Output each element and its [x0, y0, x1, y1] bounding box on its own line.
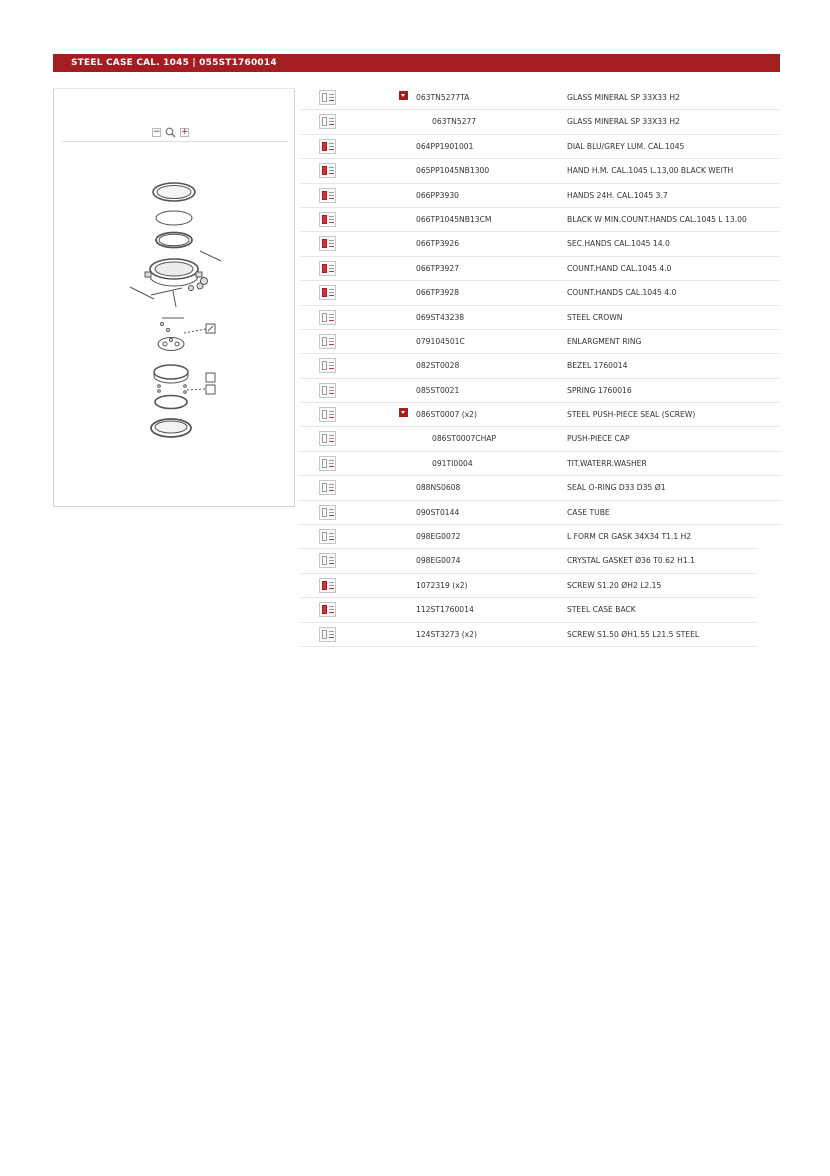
part-description: BLACK W MIN.COUNT.HANDS CAL.1045 L 13.00 [567, 214, 747, 224]
zoom-in-button[interactable]: + [181, 126, 189, 137]
part-code: 065PP1045NB1300 [416, 166, 490, 176]
part-sheet-icon[interactable] [319, 383, 336, 398]
parts-row[interactable] [300, 525, 757, 549]
parts-row[interactable] [300, 159, 780, 183]
part-code: 1072319 (x2) [416, 580, 468, 590]
magnifier-icon[interactable] [165, 127, 176, 138]
parts-row[interactable] [300, 476, 780, 500]
parts-row[interactable] [300, 110, 780, 134]
exploded-view-panel [53, 88, 295, 507]
part-sheet-icon[interactable] [319, 114, 336, 129]
part-code: 069ST43238 [416, 312, 465, 322]
part-sheet-icon[interactable] [319, 529, 336, 544]
part-description: ENLARGMENT RING [567, 336, 642, 346]
part-code: 066TP3927 [416, 263, 460, 273]
parts-row[interactable] [300, 257, 780, 281]
part-sheet-icon[interactable] [319, 310, 336, 325]
parts-row[interactable] [300, 184, 780, 208]
zoom-controls [152, 126, 189, 138]
part-sheet-icon[interactable] [319, 285, 336, 300]
part-code: 088NS0608 [416, 483, 461, 493]
panel-top-edge [53, 88, 295, 89]
part-description: COUNT.HANDS CAL.1045 4.0 [567, 288, 677, 298]
part-sheet-icon[interactable] [319, 261, 336, 276]
part-sheet-icon[interactable] [319, 236, 336, 251]
part-code: 066TP3926 [416, 239, 460, 249]
parts-row[interactable] [300, 232, 780, 256]
part-code: 066TP3928 [416, 288, 460, 298]
part-description: GLASS MINERAL SP 33X33 H2 [567, 117, 680, 127]
part-sheet-icon[interactable] [319, 456, 336, 471]
parts-row[interactable] [300, 598, 757, 622]
parts-row[interactable] [300, 623, 757, 647]
part-code: 098EG0072 [416, 532, 461, 542]
parts-row[interactable] [300, 281, 780, 305]
part-sheet-icon[interactable] [319, 553, 336, 568]
part-code: 063TN5277TA [416, 93, 470, 102]
part-code: 090ST0144 [416, 507, 460, 517]
parts-row[interactable] [300, 427, 780, 451]
part-code: 079104501C [416, 336, 465, 346]
part-sheet-icon[interactable] [319, 139, 336, 154]
parts-row[interactable] [300, 549, 757, 573]
part-description: DIAL BLU/GREY LUM. CAL.1045 [567, 141, 685, 151]
part-description: SCREW S1.20 ØH2 L2.15 [567, 580, 662, 590]
part-code: 063TN5277 [432, 117, 477, 127]
part-description: SEC.HANDS CAL.1045 14.0 [567, 239, 670, 249]
panel-divider [62, 141, 288, 142]
zoom-out-button[interactable]: − [153, 126, 161, 137]
part-sheet-icon[interactable] [319, 627, 336, 642]
parts-row[interactable] [300, 379, 780, 403]
part-description: BEZEL 1760014 [567, 361, 628, 371]
part-sheet-icon[interactable] [319, 163, 336, 178]
part-sheet-icon[interactable] [319, 480, 336, 495]
part-sheet-icon[interactable] [319, 431, 336, 446]
part-description: CRYSTAL GASKET Ø36 T0.62 H1.1 [567, 556, 695, 566]
expand-toggle-icon[interactable] [399, 91, 408, 100]
parts-row[interactable] [300, 330, 780, 354]
part-sheet-icon[interactable] [319, 90, 336, 105]
part-description: SCREW S1.50 ØH1.55 L21.5 STEEL [567, 629, 700, 639]
parts-row[interactable] [300, 354, 780, 378]
part-description: COUNT.HAND CAL.1045 4.0 [567, 263, 672, 273]
parts-list [300, 86, 780, 647]
part-description: HANDS 24H. CAL.1045 3.7 [567, 190, 668, 200]
exploded-watch-drawing[interactable] [54, 168, 294, 448]
part-description: TIT.WATERR.WASHER [567, 458, 647, 468]
part-sheet-icon[interactable] [319, 212, 336, 227]
part-sheet-icon[interactable] [319, 334, 336, 349]
parts-row[interactable] [300, 574, 757, 598]
part-description: SEAL O-RING D33 D35 Ø1 [567, 483, 666, 493]
part-description: SPRING 1760016 [567, 385, 632, 395]
part-description: STEEL CROWN [567, 312, 623, 322]
part-sheet-icon[interactable] [319, 602, 336, 617]
part-sheet-icon[interactable] [319, 578, 336, 593]
part-code: 124ST3273 (x2) [416, 629, 477, 639]
part-sheet-icon[interactable] [319, 188, 336, 203]
parts-row[interactable] [300, 86, 780, 110]
part-code: 112ST1760014 [416, 605, 474, 615]
parts-row[interactable] [300, 306, 780, 330]
parts-row[interactable] [300, 135, 780, 159]
part-code: 085ST0021 [416, 385, 460, 395]
part-sheet-icon[interactable] [319, 505, 336, 520]
parts-row[interactable] [300, 208, 780, 232]
part-sheet-icon[interactable] [319, 407, 336, 422]
part-code: 086ST0007CHAP [432, 434, 497, 444]
part-description: L FORM CR GASK 34X34 T1.1 H2 [567, 532, 692, 542]
part-description: HAND H.M. CAL.1045 L.13,00 BLACK WEITH [567, 166, 734, 176]
part-code: 064PP1901001 [416, 141, 474, 151]
part-code: 066PP3930 [416, 190, 459, 200]
part-description: STEEL CASE BACK [567, 605, 636, 615]
part-description: STEEL PUSH-PIECE SEAL (SCREW) [567, 410, 696, 420]
part-description: PUSH-PIECE CAP [567, 434, 630, 444]
parts-row[interactable] [300, 452, 780, 476]
page-title: STEEL CASE CAL. 1045 | 055ST1760014 [53, 54, 780, 72]
part-code: 066TP1045NB13CM [416, 214, 492, 224]
part-code: 086ST0007 (x2) [416, 410, 477, 420]
parts-row[interactable] [300, 501, 780, 525]
part-code: 091TI0004 [432, 458, 473, 468]
part-code: 082ST0028 [416, 361, 460, 371]
part-description: CASE TUBE [567, 507, 610, 517]
expand-toggle-icon[interactable] [399, 408, 408, 417]
part-sheet-icon[interactable] [319, 358, 336, 373]
part-code: 098EG0074 [416, 556, 461, 566]
parts-row[interactable] [300, 403, 780, 427]
part-description: GLASS MINERAL SP 33X33 H2 [567, 93, 680, 102]
